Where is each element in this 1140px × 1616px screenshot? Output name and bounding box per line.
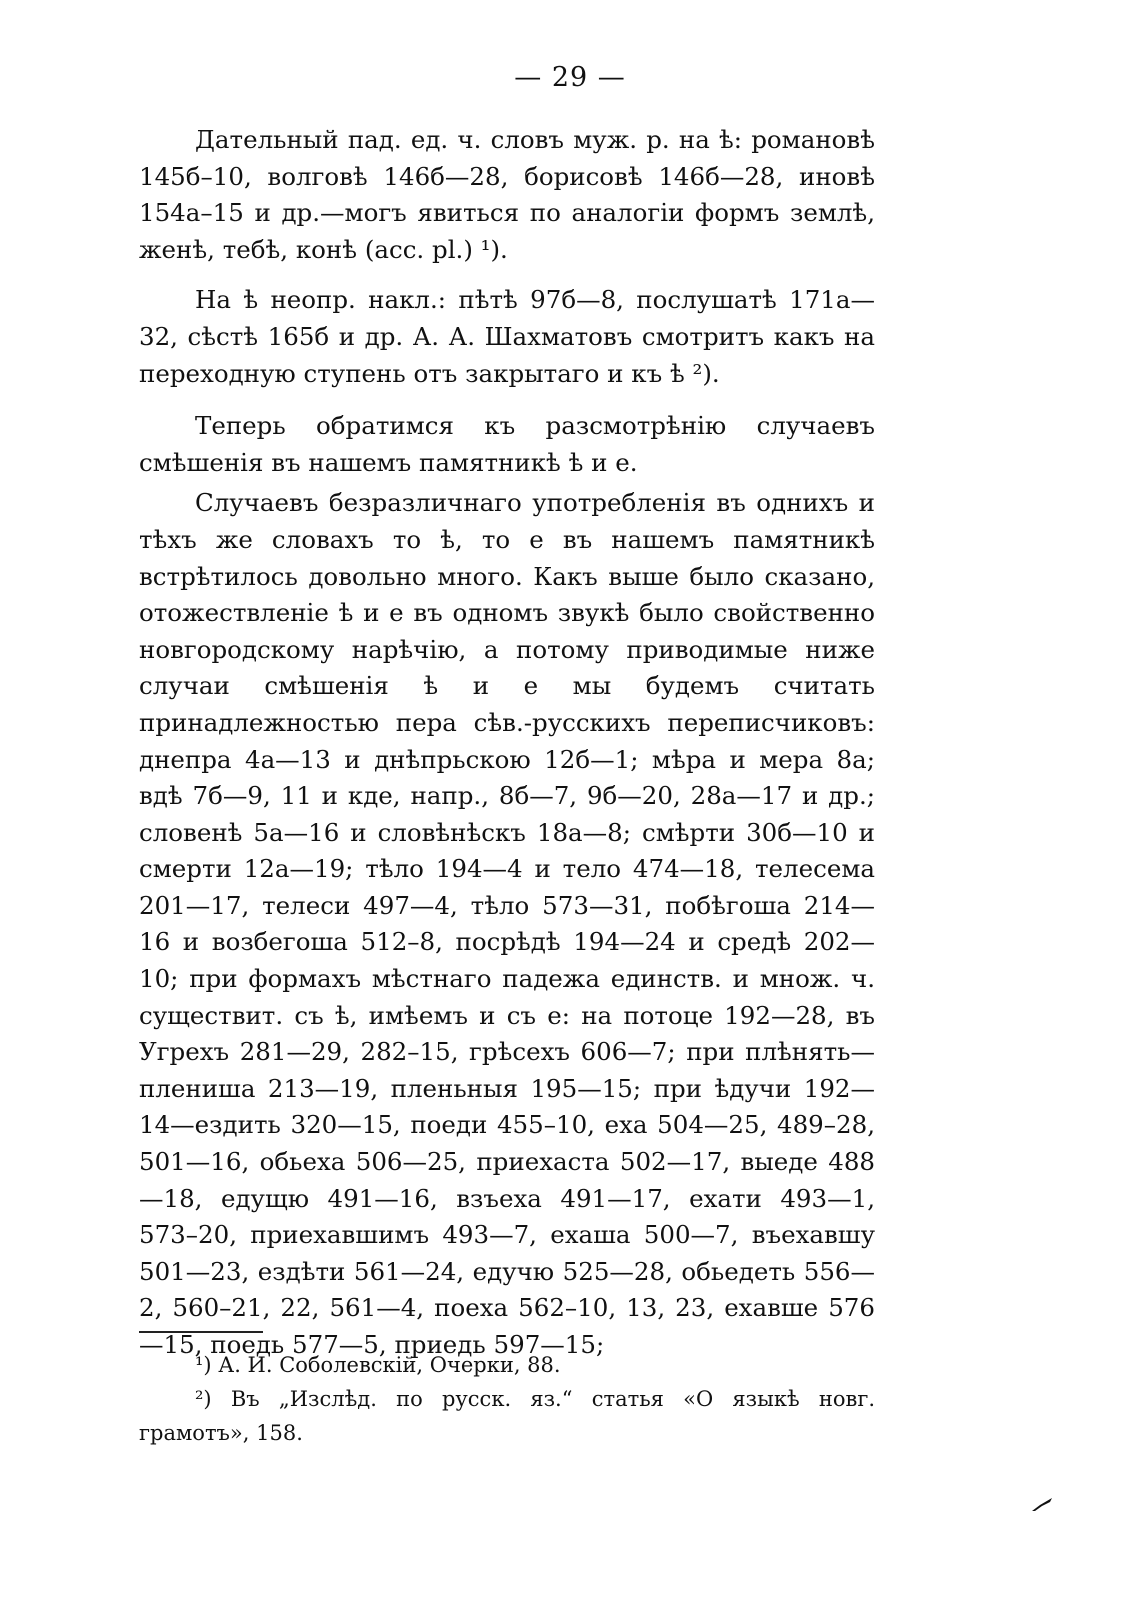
body-text: [139, 122, 875, 1378]
paragraph: На ѣ неопр. накл.: пѣтѣ 97б—8, послушатѣ 171а—32, сѣстѣ 165б и др. А. А. Шахматовъ смотритъ какъ на переходную ступень отъ закрытаго и къ ѣ ²).: [139, 285, 875, 388]
page-number: — 29 —: [514, 62, 626, 93]
footnotes: [139, 1348, 875, 1450]
ink-mark-icon: [1030, 1497, 1054, 1513]
footnote-divider: [139, 1331, 263, 1333]
paragraph: Теперь обратимся къ разсмотрѣнію случаевъ смѣшенія въ нашемъ памятникѣ ѣ и е.: [139, 411, 875, 477]
paragraph: Случаевъ безразличнаго употребленія въ однихъ и тѣхъ же словахъ то ѣ, то е въ нашемъ памятникѣ встрѣтилось довольно много. Какъ выше было сказано, отожествленіе ѣ и е въ одномъ звукѣ было свойственно новгородскому нарѣчію, а потому приводимые ниже случаи смѣшенія ѣ и е мы будемъ считать принадлежностью пера сѣв.-русскихъ переписчиковъ: днепра 4а—13 и днѣпрьскою 12б—1; мѣра и мера 8а; вдѣ 7б—9, 11 и кде, напр., 8б—7, 9б—20, 28а—17 и др.; словенѣ 5а—16 и словѣнѣскъ 18а—8; смѣрти 30б—10 и смерти 12а—19; тѣло 194—4 и тело 474—18, телесема 201—17, телеси 497—4, тѣло 573—31, побѣгоша 214—16 и возбегоша 512–8, посрѣдѣ 194—24 и средѣ 202—10; при формахъ мѣстнаго падежа единств. и множ. ч. существит. съ ѣ, имѣемъ и съ е: на потоце 192—28, въ Угрехъ 281—29, 282–15, грѣсехъ 606—7; при плѣнять—плениша 213—19, пленьныя 195—15; при ѣдучи 192—14—ездить 320—15, поеди 455–10, еха 504—25, 489–28, 501—16, обьеха 506—25, приехаста 502—17, выеде 488—18, едущю 491—16, взъеха 491—17, ехати 493—1, 573–20, приехавшимъ 493—7, ехаша 500—7, въехавшу 501—23, ездѣти 561—24, едучю 525—28, обьедеть 556—2, 560–21, 22, 561—4, поеха 562–10, 13, 23, ехавше 576—15, поедь 577—5, приедь 597—15;: [139, 488, 875, 1359]
paragraph: Дательный пад. ед. ч. словъ муж. р. на ѣ: романовѣ 145б–10, волговѣ 146б—28, борисовѣ 146б—28, иновѣ 154а–15 и др.—могъ явиться по аналогіи формъ землѣ, женѣ, тебѣ, конѣ (acc. pl.) ¹).: [139, 125, 875, 264]
footnote: ²) Въ „Изслѣд. по русск. яз.“ статья «О языкѣ новг. грамотъ», 158.: [139, 1387, 875, 1445]
footnote: ¹) А. И. Соболевскій, Очерки, 88.: [195, 1353, 561, 1377]
